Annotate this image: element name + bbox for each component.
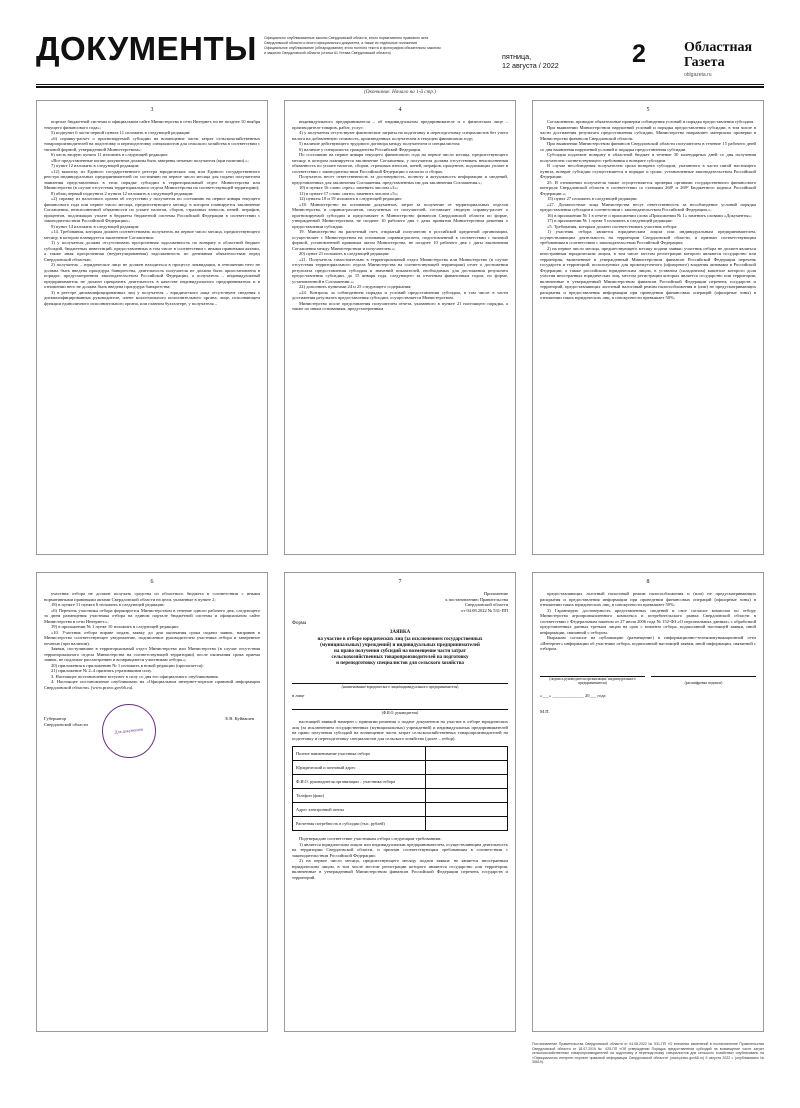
paragraph: 9) пункт 14 изложить в следующей редакции:: [51, 223, 140, 229]
director-name-input[interactable]: [292, 702, 508, 710]
table-row: [293, 747, 508, 761]
table-cell-label: Ф.И.О. руководителя организации – участника отбора: [293, 775, 426, 789]
paragraph: участник отбора не должен получать средства из областного бюджета в соответствии с иными нормативными правовыми актами Свердловской области на цели, указанные в пункте 2;: [44, 591, 260, 602]
brand-line-1: Областная: [684, 40, 753, 55]
paragraph: 5) наличие действующего трудового договора между получателем и специалистом;: [299, 141, 461, 146]
paragraph: 19) в приложении № 1 пункт 10 изложить в следующей редакции:: [51, 624, 179, 629]
column-5-text: [540, 119, 756, 301]
signature-transcript-input[interactable]: [651, 668, 756, 677]
masthead-rule-thick: [36, 86, 764, 88]
paragraph: 22) дополнить пунктами 24 и 25 следующего содержания:: [299, 284, 412, 289]
paragraph: «24. Контроль за соблюдением порядка и условий предоставления субсидии, в том числе в части достижения результата предоставления субсидии, осуществляется Министерством.: [292, 289, 508, 300]
paragraph: 4. Настоящее постановление опубликовать на «Официальном интернет-портале правовой информации Свердловской области» (www.pravo.gov66.ru).: [44, 679, 260, 690]
paragraph: «6) Перечень участника отбора формируется Министерством в течение одного рабочего дня, следующего за днем размещения участника отбора на едином портале бюджетной системы и официальном сайте Министерства в сети Интернет.»;: [44, 607, 260, 624]
article-column-4: [284, 100, 516, 555]
table-row: [293, 817, 508, 831]
masthead-note-line-0: Официально опубликованные законы Свердловской области, иного нормативного правового акта: [264, 36, 429, 40]
paragraph: 20) пункт 21 изложить в следующей редакции:: [299, 251, 390, 256]
paragraph: Министерство после представления получателем отчета, указанного в пункте 21 настоящего порядка, а также по иным основаниям, предусмотренным: [292, 300, 508, 311]
paragraph: «5. Требования, которым должен соответствовать участник отбора:: [547, 223, 678, 229]
page-number: 2: [632, 40, 646, 68]
column-number: 5: [646, 107, 650, 113]
paragraph: 3) Гарантирую достоверность представленных сведений и свое согласие комиссии по отбору Министерства агропромышленного комплекса и потребительского рынка Свердловской области в соответствии с Федеральным законом от 27 июля 2006 года № 152-ФЗ «О персональных данных» с обработкой представленных данных третьим лицам на срок с момента отбора, подписанной настоящей заявки, иной информации, связанной с отбором.: [540, 607, 756, 635]
masthead-note-line-3: и законом Свердловской области (статья 61 Устава Свердловской области): [264, 51, 391, 55]
table-cell-value[interactable]: [426, 789, 508, 803]
paragraph: 11) в пункте 17 слово «пяти» заменить числом «5»;: [299, 190, 399, 196]
paragraph: 6) наличие у специалиста гражданства Российской Федерации.: [299, 146, 422, 152]
paragraph: В случае несоблюдения получателем срока возврата субсидии, указанного в части пятой настоящего пункта, возврат субсидии осуществляется в порядке и сроки, установленные законодательством Российской Федерации.: [540, 163, 756, 179]
form-signature-block: [540, 668, 756, 716]
paragraph: «12) выписку из Единого государственного реестра юридических лиц или Единого государственного реестра индивидуальных предпринимателей по состоянию на первое число месяца для подачи получателем заявления представленных в этом порядке субсидии в территориальный отдел Министерства или Министерство (в случае отсутствия территориального отдела Министерства на соответствующей территории);: [44, 168, 260, 190]
paragraph: Выражаю согласие на публикацию (размещение) в информационно-телекоммуникационной сети «Интернет» информации об участнике отбора, подписанной настоящей заявки, иной информации, связанной с отбором.: [540, 635, 756, 651]
paragraph: 18) в пункте 11 пункта 6 изложить в следующей редакции:: [51, 602, 165, 607]
table-cell-label: Телефон (факс): [293, 789, 426, 803]
signature-captions-row: [540, 677, 756, 686]
column-8-text: [540, 591, 756, 652]
paragraph: «2) справку из налогового органа об отсутствии у получателя по состоянию на первое января текущего финансового года или первое число месяца, предшествующего месяцу, в котором планируется заключение Соглашения, неисполненной обязанности по уплате налогов, сборов, страховых взносов, пеней, штрафов, процентов, подлежащих уплате в бюджеты бюджетной системы Российской Федерации в соответствии с законодательством Российской Федерации»;: [44, 196, 260, 223]
article-column-6: [36, 572, 268, 1032]
paragraph: 12) пункты 18 и 19 изложить в следующей редакции:: [299, 196, 402, 201]
table-cell-label: Полное наименование участника отбора: [293, 747, 426, 761]
form-title-line-2: (муниципальных) учреждений) и индивидуальных предпринимателей: [320, 642, 480, 648]
signatory-name: Е.В. Куйвашев: [225, 716, 254, 721]
paragraph: портале бюджетной системы и официальном сайте Министерства в сети Интернет, но не позднее 10 ноября текущего финансового года»;: [44, 119, 260, 130]
masthead-note-line-2: Официальное опубликование (обнародование) этого полного текста и фотография обязательны законом: [264, 46, 441, 50]
table-cell-label: Адрес электронной почты: [293, 803, 426, 817]
masthead-note-line-1: Свердловской области и иного официального документа, а также их отдельные положения: [264, 41, 417, 45]
paragraph: 7) пункт 12 изложить в следующей редакции:: [51, 163, 140, 168]
appendix-header-line-3: от 04.08.2022 № 531-ПП: [461, 607, 508, 613]
issue-date: [502, 52, 559, 70]
column-number: 8: [646, 579, 650, 585]
signature-role-caption: (подпись руководителя организации/ индивидуального предпринимателя): [549, 676, 636, 685]
paragraph: 6) часть вторую пункта 11 изложить в следующей редакции:: [51, 152, 169, 157]
column-6-text: [44, 591, 260, 690]
issue-date-weekday: пятница,: [502, 52, 532, 61]
paragraph: «21. Получатель самостоятельно в территориальный отдел Министерства или Министерство (в случае отсутствия территориального отдела Министерства на соответствующей территории) отчет о достижении результата предоставления субсидии и значений показателей, необходимых для достижения результата предоставления субсидии, до 15 января года, следующего за отчетным финансовым годом, по форме, установленной в Соглашении.»;: [292, 256, 508, 284]
form-title: [292, 630, 508, 667]
form-title-line-0: ЗАЯВКА: [389, 630, 411, 636]
paragraph: Получатель несет ответственность за достоверность, полноту и актуальность информации и сведений, представленных для заключения Соглашения, представленных им для заключения Соглашения.»;: [292, 174, 508, 185]
signatory-role-line-2: Свердловской области: [44, 722, 88, 727]
paragraph: При выявлении Министерством финансов Свердловской области получателем в течение 15 рабочего дней со дня выявления нарушений условий и порядка предоставления субсидии.: [540, 141, 756, 152]
paragraph: Заявки, поступившие в территориальный отдел Министерства или Министерство (в случае отсутствия территориального отдела Министерства на соответствующей территории) после окончания срока приема заявок, не подлежат рассмотрению и возвращаются участникам отбора.»;: [44, 646, 260, 662]
application-form-column-8: [532, 572, 764, 1032]
form-title-line-4: сельскохозяйственных товаропроизводителей на подготовку: [331, 655, 469, 661]
paragraph: 20) приложения к приложению № 1 изложить в новой редакции (прилагается);: [51, 662, 204, 668]
form-intent-text: [292, 719, 508, 741]
brand-website: oblgazeta.ru: [684, 72, 712, 78]
paragraph: «18. Министерство на основании документов, затрат за получение от территориальных отделов Министерства, и справок-расчетов, полученных от получателей, составляет сводную справку-расчет о прогнозируемой субсидии и представляет в Министерство финансов Свердловской области по форме, утвержденной Министерством, не позднее 10 рабочего дня с даты принятия Министерством решения о предоставлении субсидии.: [292, 201, 508, 229]
paragraph: 3) в реестре дисквалифицированных лиц у получателя – юридического лица отсутствуют сведения о дисквалифицированных руководителе, члене коллегиального исполнительного органа, лице, исполняющем функции единоличного исполнительного органа, или главном бухгалтере, у получателя –: [44, 289, 260, 306]
table-cell-value[interactable]: [426, 817, 508, 831]
form-title-line-1: на участие в отборе юридических лиц (за исключением государственных: [317, 636, 483, 642]
director-name-caption: (Ф.И.О. руководителя): [381, 710, 419, 715]
paragraph: «27. Должностные лица Министерства несут ответственность за несоблюдение условий порядка предоставления субсидии в соответствии с законодательством Российской Федерации.»;: [540, 201, 756, 212]
paragraph: 1) является юридическим лицом или индивидуальным предпринимателем, осуществляющим деятельность на территории Свердловской области, и признан соответствующим требованиям в соответствии с законодательством Российской Федерации;: [292, 841, 508, 858]
table-cell-value[interactable]: [426, 747, 508, 761]
paragraph: 5) подпункт 6 части первой пункта 11 изложить в следующей редакции:: [51, 130, 191, 135]
table-cell-value[interactable]: [426, 761, 508, 775]
article-column-3: [36, 100, 268, 555]
column-4-text: [292, 119, 508, 312]
applicant-details-table: [292, 746, 508, 831]
form-in-person-label: [292, 693, 508, 699]
paragraph: 2) на первое число месяца, предшествующего месяцу подачи заявки: не является иностранным юридическим лицом, в том числе местом регистрации которого являются государство или территория, включенные в утвержденный Министерством финансов Российской Федерации перечень государств и территорий,: [292, 858, 508, 880]
masthead: [36, 30, 764, 84]
table-row: [293, 803, 508, 817]
paragraph: Субсидия подлежит возврату в областной бюджет в течение 30 календарных дней со дня получения получателем соответствующего требования о возврате субсидии.: [540, 152, 756, 163]
governor-signature-block: [44, 702, 260, 762]
paragraph: предоставляющих льготный налоговый режим налогообложения и (или) не предусматривающих раскрытия и предоставления информации при проведении финансовых операций (офшорные зоны) в отношении таких юридических лиц, в совокупности превышает 50%;: [540, 591, 756, 607]
masthead-rule: [36, 84, 764, 85]
signature-input[interactable]: [540, 668, 645, 677]
paragraph: При выявлении Министерством нарушений условий и порядка предоставления субсидии, в том числе в части достижения результата предоставления субсидии, Министерство направляет материалы проверки в Министерство финансов Свердловской области.: [540, 124, 756, 141]
table-row: [293, 775, 508, 789]
paragraph: 17) в приложении № 1 пункт 5 изложить в следующей редакции:: [547, 218, 673, 223]
form-title-line-5: и переподготовку специалистов для сельского хозяйства: [336, 661, 464, 667]
issue-date-value: 12 августа / 2022: [502, 61, 559, 70]
paragraph: 4) у получателя отсутствуют фактические затраты на подготовку и переподготовку специалистов без учета налога на добавленную стоимость, произведенных получателем в текущем финансовом году;: [292, 130, 508, 141]
appendix-header-line-1: к постановлению Правительства: [445, 596, 508, 602]
applicant-name-caption: (наименование юридического лица/индивидуального предпринимателя): [341, 684, 459, 689]
signature-date[interactable]: «___» ______________ 20___ года: [540, 693, 606, 699]
paragraph: Соглашением, проводит обязательные проверки соблюдения условий и порядка предоставления субсидии.: [547, 119, 755, 124]
paragraph: в лице: [292, 693, 305, 699]
appendix-header-line-0: Приложение: [483, 591, 508, 596]
paragraph: Подтверждаю соответствие участникам отбора следующим требованиям:: [299, 836, 442, 842]
paragraph: 2) на первое число месяца, предшествующего месяцу подачи заявки: участник отбора не должен являться иностранным юридическим лицом, в том числе местом регистрации которого являются государство или территория, включенные в утвержденный Министерством финансов Российской Федерации перечень государств и территорий, используемых для промежуточного (офшорного) владения активами в Российской Федерации, а также российским юридическим лицом, в уставном (складочном) капитале которого доля участия иностранных юридических лиц, местом регистрации которых является государство или территория, включенные в утвержденный Министерством финансов Российской Федерации перечень государств и территорий, предоставляющих льготный налоговый режим налогообложения и (или) не предусматривающих раскрытия и предоставления информации при проведении финансовых операций (офшорные зоны) в отношении таких юридических лиц, в совокупности превышает 50%;: [540, 245, 756, 300]
column-number: 3: [150, 107, 154, 113]
paragraph: «14. Требования, которым должен соответствовать получатель на первое число месяца, предшествующего месяцу, в котором планируется заключение Соглашения:: [44, 229, 260, 240]
paragraph: 16) в приложении № 1 в отчете о приложении слова «Приложении № 1» заменить словами «Документы»;: [547, 212, 752, 218]
column-number: 7: [398, 579, 402, 585]
seal-place-label: М.П.: [540, 709, 550, 715]
paragraph: настоящей заявкой намерен с принятии решения о подаче документов на участие в отборе юридических лиц (за исключением государственных (муниципальных) учреждений) и индивидуальных предпринимателей на право получения субсидий на возмещение части затрат сельскохозяйственных товаропроизводителей на подготовку и переподготовку специалистов для сельского хозяйства (далее – отбор).: [292, 719, 508, 741]
table-cell-label: Расчетная потребность в субсидии (тыс. рублей): [293, 817, 426, 831]
publication-footnote: Постановление Правительства Свердловской области от 04.08.2022 № 531-ПП «О внесении изменений в постановление Правительства Свердловской области от 18.07.2019 № 425-ПП «Об утверждении Порядка предоставления субсидий на возмещение части затрат сельскохозяйственных товаропроизводителей на подготовку и переподготовку специалистов для сельского хозяйства» опубликовано на «Официальном интернет-портале правовой информации Свердловской области» (www.pravo.gov66.ru) 5 августа 2022 г. (опубликовано № 35619).: [532, 1042, 764, 1065]
paragraph: 3. Настоящее постановление вступает в силу со дня его официального опубликования.: [51, 673, 219, 679]
table-cell-value[interactable]: [426, 803, 508, 817]
article-column-5: [532, 100, 764, 555]
paragraph: 15) пункт 27 изложить в следующей редакции:: [547, 196, 638, 201]
signatory-role: [44, 716, 88, 728]
column-number: 4: [398, 107, 402, 113]
paragraph: 10) в пункте 16 слово «трех» заменить числом «3»;: [299, 185, 398, 190]
table-cell-value[interactable]: [426, 775, 508, 789]
paragraph: 21) приложение № 2–4 признать утратившими силу.: [51, 668, 152, 673]
paragraph: 19. Министерство на расчетный счет, открытый получателю в российской кредитной организации, осуществляет с Министерством на основании справки-расчета, подготовленной в соответствии с типовой формой, установленной правовым актом Министерства, не позднее 10 рабочего дня с даты заключения Соглашения между Министерством и получателем.»;: [292, 229, 508, 251]
official-stamp-text: Для документов: [114, 726, 144, 735]
appendix-header: [292, 591, 508, 613]
signature-line-row: [540, 668, 756, 677]
column-3-text: [44, 119, 260, 306]
signatory-role-line-1: Губернатор: [44, 716, 67, 721]
paragraph: По состоянию на первое января текущего финансового года на первое число месяца, предшествующего месяцу, в котором планируется заключение Соглашения, у получателя должна отсутствовать неисполненная обязанность по уплате налогов, сборов, страховых взносов, пеней, штрафов, процентов, подлежащих уплате в соответствии с законодательством Российской Федерации о налогах и сборах.: [292, 152, 508, 174]
table-row: [293, 789, 508, 803]
form-label: Форма: [292, 621, 307, 627]
continuation-note: (Окончание. Начало на 1-й стр.): [364, 89, 436, 95]
paragraph: 1) у получателя должна отсутствовать просроченная задолженность по возврату в областной бюджет субсидий, бюджетных инвестиций, предоставленных в том числе в соответствии с иными правовыми актами, а также иная просроченная (неурегулированная) задолженность по денежным обязательствам перед Свердловской областью;: [44, 240, 260, 262]
column-number: 6: [150, 579, 154, 585]
paragraph: «Все представленные копии документов должны быть заверены печатью получателя (при наличии).»;: [51, 157, 249, 163]
paragraph: 1) участник отбора является юридическим лицом или индивидуальным предпринимателем, осуществляющим деятельность на территории Свердловской области, и признан соответствующим требованиям в соответствии с законодательством Российской Федерации;: [540, 229, 756, 245]
paragraph: индивидуального предпринимателя – об индивидуальном предпринимателе и о физическом лице – производителе товаров, работ, услуг;: [292, 119, 508, 130]
paragraph: «10. Участник отбора вправе подать заявку до дня окончания срока подачи заявок, направив в Министерство соответствующее уведомление, подписанное руководителем участника отбора и заверенное печатью (при наличии).: [44, 629, 260, 646]
official-stamp: [99, 701, 158, 760]
paragraph: 8) абзац первый подпункта 2 пункта 12 изложить в следующей редакции:: [51, 190, 194, 196]
page-title: ДОКУМЕНТЫ: [36, 30, 257, 67]
application-form-column-7: [284, 572, 516, 1032]
table-row: [293, 761, 508, 775]
appendix-header-line-2: Свердловской области: [465, 602, 508, 608]
table-cell-label: Юридический и почтовый адрес: [293, 761, 426, 775]
paragraph: 2) получатель – юридическое лицо не должен находиться в процессе ликвидации, в отношении него не должна быть введена процедура банкротства, деятельность получателя не должна быть приостановлена в порядке, предусмотренном законодательством Российской Федерации, а получатель – индивидуальный предприниматель не должен прекратить деятельность в качестве индивидуального предпринимателя и в отношении него не должна быть введена процедура банкротства;: [44, 262, 260, 289]
applicant-name-input[interactable]: [292, 676, 508, 684]
paragraph: 25. В отношении получателя также осуществляется проверка органами государственного финансового контроля Свердловской области в соответствии со статьями 268¹ и 269² Бюджетного кодекса Российской Федерации.»;: [540, 179, 756, 196]
brand: [684, 40, 752, 78]
masthead-note: [264, 36, 492, 56]
signature-name-caption: (расшифровка подписи): [684, 680, 723, 685]
paragraph: «6) справку-расчет о прогнозируемой субсидии на возмещение части затрат сельскохозяйственных товаропроизводителей на подготовку и переподготовку специалистов для сельского хозяйства в соответствии с типовой формой, утвержденной Министерством»;: [44, 135, 260, 152]
brand-line-2: Газета: [684, 55, 725, 70]
form-title-line-3: на право получения субсидий на возмещение части затрат: [334, 648, 466, 654]
form-confirmation-text: [292, 836, 508, 880]
